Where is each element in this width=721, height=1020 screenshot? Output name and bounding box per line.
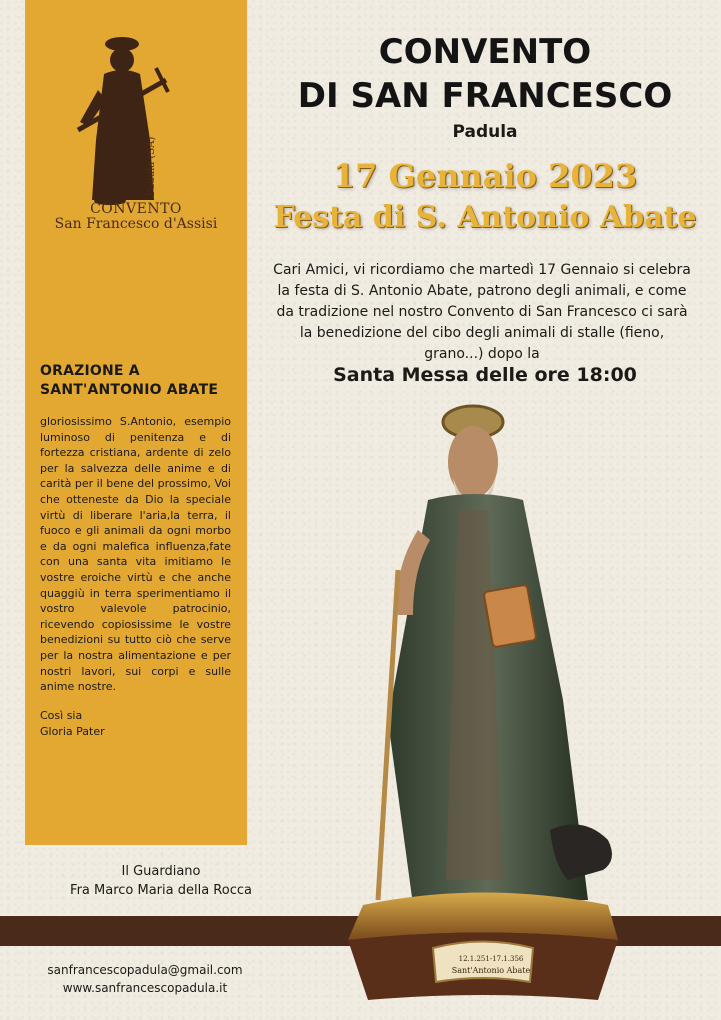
title-line2: DI SAN FRANCESCO [297,76,673,116]
logo-caption-line1: CONVENTO [90,201,182,217]
signature-name: Fra Marco Maria della Rocca [70,883,252,898]
convent-logo [70,30,190,210]
signature-role: Il Guardiano [121,864,201,879]
prayer-closing-line1: Così sia [40,709,83,722]
saint-statue-image [318,400,648,1012]
prayer-title [40,362,240,400]
logo-caption-line2: San Francesco d'Assisi [54,216,218,232]
logo-vertical-text: Padula (SA) [146,136,157,196]
prayer-closing [40,708,230,739]
intro-text: Cari Amici, vi ricordiamo che martedì 17 Gennaio si celebra la festa di S. Antonio Abate, patrono degli animali, e come da tradizione nel nostro Convento di San Francesco ci sarà la benedizione del cibo degli animali di stalle (fieno, grano...) dopo la [273,262,691,362]
email-link[interactable]: sanfrancescopadula@gmail.com [47,963,243,977]
page-title [275,30,695,118]
feast-title: Festa di S. Antonio Abate [273,200,697,235]
event-date: 17 Gennaio 2023 [332,157,638,195]
signature-block [25,862,297,900]
website-link[interactable]: www.sanfrancescopadula.it [62,981,228,995]
prayer-body: gloriosissimo S.Antonio, esempio luminoso di penitenza e di fortezza cristiana, ardente di zelo per la salvezza delle anime e di carità per il bene del prossimo, Voi che otteneste da Dio la speciale virtù di liberare l'aria,la terra, il fuoco e gli animali da ogni morbo e da ogni malefica influenza,fate con una santa vita imitiamo le vostre eroiche virtù e che anche quaggiù in terra sperimentiamo il vostro valevole patrocinio, ricevendo copiosissime le vostre benedizioni su tutto ciò che serve per la nostra alimentazione e per nostri lavori, sui corpi e sulle anime nostre. [40,415,231,694]
page-subtitle: Padula [452,122,518,142]
contacts-block [25,961,265,997]
prayer-title-line1: ORAZIONE A [40,363,140,379]
plaque-dates: 12.1.251-17.1.356 [458,955,524,963]
prayer-closing-line2: Gloria Pater [40,724,105,738]
logo-caption [25,202,247,232]
prayer-title-line2: SANT'ANTONIO ABATE [40,382,219,398]
title-line1: CONVENTO [378,32,592,72]
plaque-name: Sant'Antonio Abate [451,966,531,975]
friar-silhouette-icon [70,30,190,210]
mass-time: Santa Messa delle ore 18:00 [333,364,637,386]
